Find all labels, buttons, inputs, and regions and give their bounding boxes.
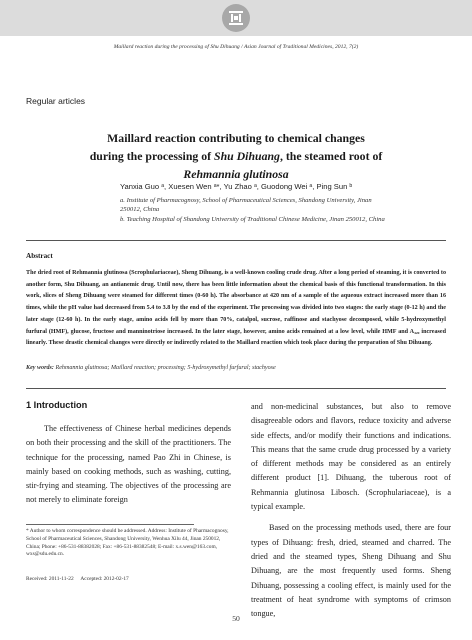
section-heading-introduction: 1 Introduction — [26, 400, 88, 410]
divider — [26, 240, 446, 241]
keywords-label: Key words: — [26, 365, 54, 371]
abstract-heading: Abstract — [26, 252, 53, 260]
correspondence-footnote: * Author to whom correspondence should be addressed. Address: Institute of Pharmacognosy, School of Pharmaceutical Sciences, Shandong University, Wenhua Xilu 44, Jinan 250012, China; Phone: +86-531-88382028; Fax: +86-531-88382548; E-mail: x.s.wen@163.com, wxs@sdu.edu.cn. — [26, 528, 229, 558]
article-title-line-3: Rehmannia glutinosa — [183, 167, 289, 181]
journal-logo-icon — [222, 4, 250, 32]
article-title-line-1: Maillard reaction contributing to chemical changes — [107, 131, 365, 145]
affiliation-b: b. Teaching Hospital of Shandong University of Traditional Chinese Medicine, Jinan 250012, China — [120, 216, 385, 223]
left-column — [26, 400, 231, 508]
divider — [26, 388, 446, 389]
body-paragraph: Based on the processing methods used, there are four types of Dihuang: fresh, dried, steamed and charred. The dried and the steamed types, Sheng Dihuang and Shu Dihuang, are the most frequently used forms. Sheng Dihuang, possessing a cooling effect, is mainly used for the treatment of heat syndrome with symptoms of crimson tongue, — [251, 523, 451, 619]
footnote-divider — [26, 524, 194, 525]
body-paragraph: and non-medicinal substances, but also to remove disagreeable odors and flavors, reduce toxicity and adverse side effects, and/or modify their functions and indications. This means that the same crude drug processed by a variety of different methods may be considered as an entirely different product [1]. Dihuang, the tuberous root of Rehmannia glutinosa Libosch. (Scrophulariaceae), is a typical example. — [251, 402, 451, 512]
author-list: Yanxia Guo ᵃ, Xuesen Wen ᵃ*, Yu Zhao ᵃ, Guodong Wei ᵃ, Ping Sun ᵇ — [120, 182, 353, 191]
right-column — [251, 400, 451, 621]
abstract-paragraph: The dried root of Rehmannia glutinosa (Scrophulariaceae), Sheng Dihuang, is a well-known cooling crude drug. After a long period of steaming, it is converted to another form, Shu Dihuang, an antianemic drug. Until now, there has been little information about the chemical basis of this functional transformation. In this work, slices of Sheng Dihuang were steamed for different times (0-60 h). The absorbance at 420 nm of a sample of the aqueous extract increased more than 16 times, while the pH value had decreased from 5.4 to 3.8 by the end of the experiment. The processing was divided into two stages: the early stage (0-12 h) and the later stage (12-60 h). In the early stage, amino acids fell by more than 70%, catalpol, sucrose, raffinose and stachyose decomposed, while 5-hydroxymethyl furfural (HMF), glucose, fructose and manninotriose increased. In the later stage, however, amino acids remained at a low level, while HMF and A₄₂₀ increased linearly. These drastic chemical changes were directly or indirectly related to the Maillard reaction which took place during the preparation of Shu Dihuang. — [26, 270, 446, 347]
body-paragraph: The effectiveness of Chinese herbal medicines depends on both their processing and the skill of the practitioners. The technique for the processing, named Pao Zhi in Chinese, is mainly based on cooking methods, such as washing, cutting, stir-frying and steaming. The objectives of the processing are not merely to eliminate foreign — [26, 424, 231, 505]
abstract-text — [26, 268, 446, 350]
page-number: 50 — [232, 614, 240, 623]
title-italic-text: Shu Dihuang — [214, 149, 280, 163]
running-head: Maillard reaction during the processing of Shu Dihuang / Asian Journal of Traditional Medicines, 2012, 7(2) — [113, 44, 359, 50]
title-text: , the steamed root of — [279, 149, 383, 163]
accepted-date: Accepted: 2012-02-17 — [80, 576, 129, 582]
article-dates — [26, 576, 231, 582]
section-label: Regular articles — [26, 96, 86, 106]
keywords — [26, 365, 446, 371]
affiliation-a: a. Institute of Pharmacognosy, School of Pharmaceutical Sciences, Shandong University, Jinan 250012, China — [120, 197, 372, 213]
keywords-list: Rehmannia glutinosa; Maillard reaction; processing; 5-hydroxymethyl furfural; stachyose — [55, 365, 276, 371]
article-title-line-2 — [60, 148, 412, 164]
received-date: Received: 2011-11-22 — [26, 576, 74, 582]
title-text: during the processing of — [89, 149, 215, 163]
